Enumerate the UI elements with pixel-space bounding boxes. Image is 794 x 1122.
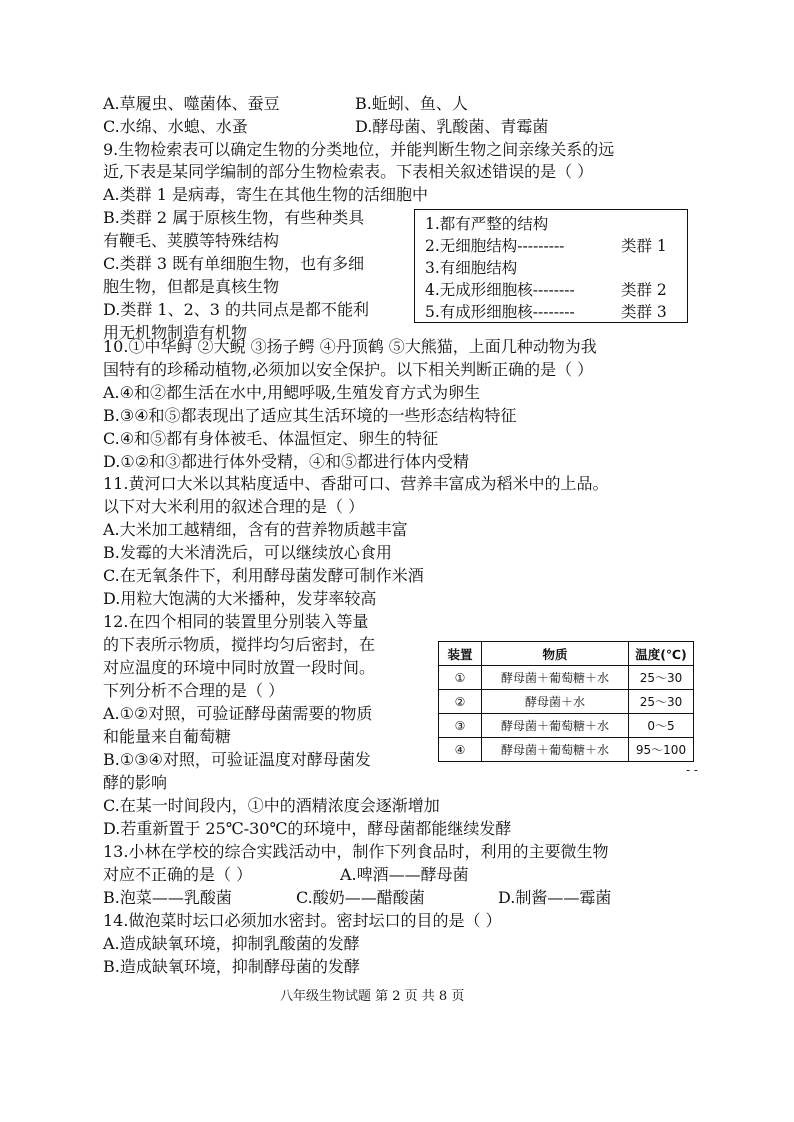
header-temperature: 温度(℃) — [629, 642, 694, 666]
row-3-device: ③ — [439, 714, 482, 738]
q9-stem-line-2: 近,下表是某同学编制的部分生物检索表。下表相关叙述错误的是（ ） — [103, 162, 594, 181]
table-row — [439, 666, 694, 690]
row-2-temperature: 25～30 — [629, 690, 694, 714]
q14-option-b: B.造成缺氧环境，抑制酵母菌的发酵 — [103, 957, 360, 976]
q8-option-d: D.酵母菌、乳酸菌、青霉菌 — [355, 117, 549, 136]
key-line-3-text: 3.有细胞结构 — [425, 259, 518, 277]
key-line-1-text: 1.都有严整的结构 — [425, 215, 549, 233]
q10-stem-line-1: 10.①中华鲟 ②大鲵 ③扬子鳄 ④丹顶鹤 ⑤大熊猫，上面几种动物为我 — [103, 337, 597, 356]
q11-stem-line-2: 以下对大米利用的叙述合理的是（ ） — [103, 497, 365, 516]
q10-option-b: B.③④和⑤都表现出了适应其生活环境的一些形态结构特征 — [103, 406, 517, 425]
table-row — [439, 690, 694, 714]
key-line-5-text: 5.有成形细胞核-------- — [425, 303, 575, 321]
q13-option-c: C.酸奶——醋酸菌 — [296, 888, 425, 907]
table-row — [439, 714, 694, 738]
q8-option-b: B.蚯蚓、鱼、人 — [355, 94, 468, 113]
q9-stem-line-1: 9.生物检索表可以确定生物的分类地位，并能判断生物之间亲缘关系的远 — [103, 140, 615, 159]
row-2-substance: 酵母菌＋水 — [482, 690, 629, 714]
row-3-temperature: 0～5 — [629, 714, 694, 738]
q12-stem-line-1: 12.在四个相同的装置里分别装入等量 — [103, 612, 369, 631]
table-dash-mark: - - — [686, 763, 698, 777]
q11-option-d: D.用粒大饱满的大米播种，发芽率较高 — [103, 589, 377, 608]
q13-option-d: D.制酱——霉菌 — [498, 888, 612, 907]
q14-stem: 14.做泡菜时坛口必须加水密封。密封坛口的目的是（ ） — [103, 911, 502, 930]
row-3-substance: 酵母菌＋葡萄糖＋水 — [482, 714, 629, 738]
q12-stem-line-3: 对应温度的环境中同时放置一段时间。 — [103, 658, 376, 677]
q12-stem-line-4: 下列分析不合理的是（ ） — [103, 681, 285, 700]
q8-option-a: A.草履虫、噬菌体、蚕豆 — [103, 94, 280, 113]
q8-option-c: C.水绵、水螅、水蚤 — [103, 117, 248, 136]
key-line-5-group: 类群 3 — [621, 303, 667, 321]
header-substance: 物质 — [482, 642, 629, 666]
q9-option-c-cont: 胞生物，但都是真核生物 — [103, 277, 280, 296]
key-line-4-text: 4.无成形细胞核-------- — [425, 281, 575, 299]
row-2-device: ② — [439, 690, 482, 714]
q12-option-b-cont: 酵的影响 — [103, 773, 168, 792]
key-line-2-group: 类群 1 — [621, 237, 667, 255]
q9-option-d: D.类群 1、2、3 的共同点是都不能利 — [103, 300, 370, 319]
page-footer: 八年级生物试题 第 2 页 共 8 页 — [280, 989, 465, 1004]
classification-key-box — [414, 209, 688, 323]
row-4-substance: 酵母菌＋葡萄糖＋水 — [482, 738, 629, 762]
table-row — [439, 738, 694, 762]
q13-option-a: A.啤酒——酵母菌 — [340, 865, 469, 884]
q13-stem-line-2: 对应不正确的是（ ） — [103, 865, 253, 884]
q14-option-a: A.造成缺氧环境，抑制乳酸菌的发酵 — [103, 934, 360, 953]
row-1-device: ① — [439, 666, 482, 690]
q13-option-b: B.泡菜——乳酸菌 — [103, 888, 232, 907]
q12-stem-line-2: 的下表所示物质，搅拌均匀后密封，在 — [103, 635, 376, 654]
row-4-device: ④ — [439, 738, 482, 762]
q12-option-c: C.在某一时间段内，①中的酒精浓度会逐渐增加 — [103, 796, 440, 815]
q9-option-b: B.类群 2 属于原核生物，有些种类具 — [103, 208, 365, 227]
row-1-substance: 酵母菌＋葡萄糖＋水 — [482, 666, 629, 690]
q12-option-b: B.①③④对照，可验证温度对酵母菌发 — [103, 750, 371, 769]
key-line-4-group: 类群 2 — [621, 281, 667, 299]
q12-option-a-cont: 和能量来自葡萄糖 — [103, 727, 232, 746]
q12-option-d: D.若重新置于 25℃-30℃的环境中，酵母菌都能继续发酵 — [103, 819, 512, 838]
row-4-temperature: 95～100 — [629, 738, 694, 762]
q9-option-a: A.类群 1 是病毒，寄生在其他生物的活细胞中 — [103, 185, 428, 204]
row-1-temperature: 25～30 — [629, 666, 694, 690]
q11-option-c: C.在无氧条件下，利用酵母菌发酵可制作米酒 — [103, 566, 424, 585]
q9-option-b-cont: 有鞭毛、荚膜等特殊结构 — [103, 231, 280, 250]
q9-option-c: C.类群 3 既有单细胞生物，也有多细 — [103, 254, 365, 273]
key-line-2-text: 2.无细胞结构--------- — [425, 237, 565, 255]
q10-stem-line-2: 国特有的珍稀动植物,必须加以安全保护。以下相关判断正确的是（ ） — [103, 360, 594, 379]
q10-option-a: A.④和②都生活在水中,用鳃呼吸,生殖发育方式为卵生 — [103, 383, 481, 402]
q12-option-a: A.①②对照，可验证酵母菌需要的物质 — [103, 704, 373, 723]
experiment-table-header — [439, 642, 694, 666]
q10-option-c: C.④和⑤都有身体被毛、体温恒定、卵生的特征 — [103, 429, 439, 448]
q11-option-b: B.发霉的大米清洗后，可以继续放心食用 — [103, 543, 392, 562]
q10-option-d: D.①②和③都进行体外受精，④和⑤都进行体内受精 — [103, 452, 470, 471]
experiment-table — [438, 641, 694, 762]
q11-option-a: A.大米加工越精细，含有的营养物质越丰富 — [103, 520, 408, 539]
header-device: 装置 — [439, 642, 482, 666]
q11-stem-line-1: 11.黄河口大米以其粘度适中、香甜可口、营养丰富成为稻米中的上品。 — [103, 474, 609, 493]
q13-stem-line-1: 13.小林在学校的综合实践活动中，制作下列食品时，利用的主要微生物 — [103, 842, 609, 861]
q9-option-d-cont: 用无机物制造有机物 — [103, 323, 248, 342]
